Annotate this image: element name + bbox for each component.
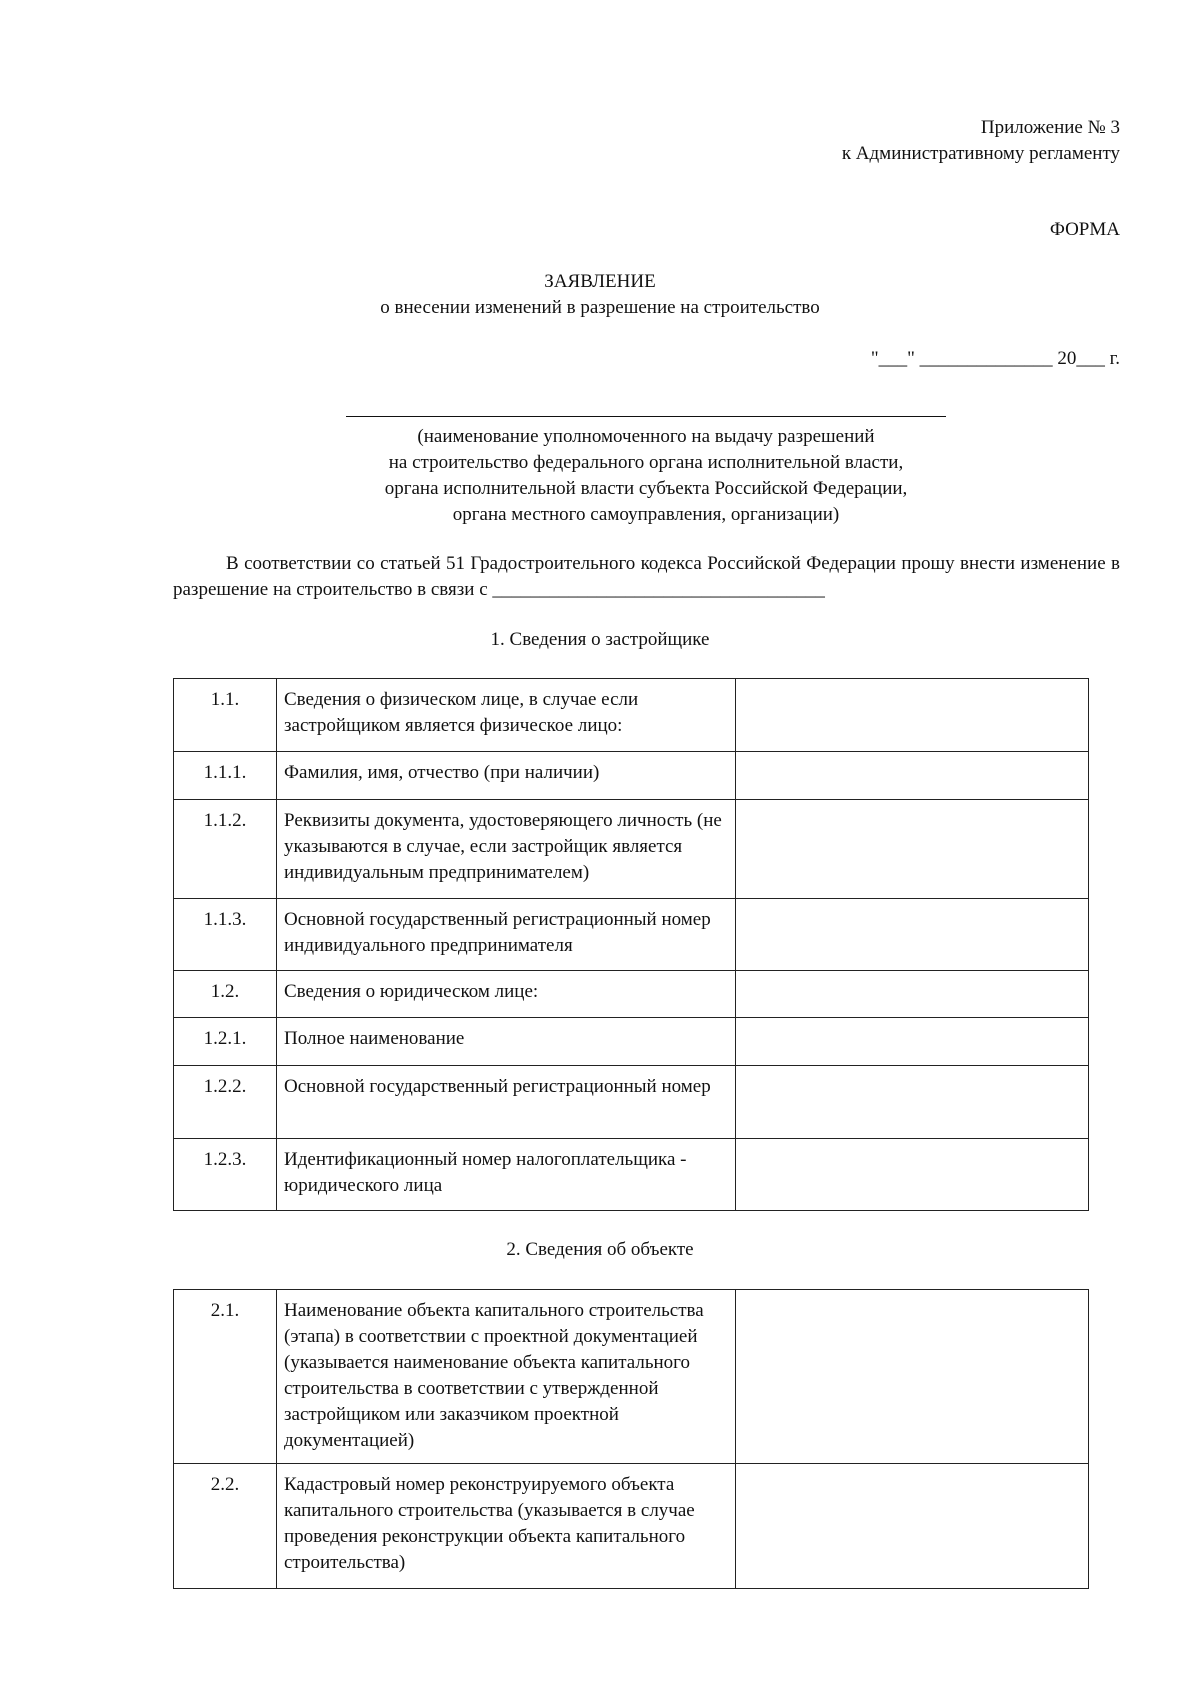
row-number: 1.1.3. xyxy=(174,899,277,971)
row-label: Полное наименование xyxy=(277,1018,736,1066)
authority-name-line[interactable] xyxy=(346,416,946,417)
table-row xyxy=(174,1290,1089,1464)
row-number: 2.1. xyxy=(174,1290,277,1464)
row-label: Наименование объекта капитального строительства (этапа) в соответствии с проектной документацией (указывается наименование объекта капитального строительства в соответствии с утвержденной застройщиком или заказчиком проектной документацией) xyxy=(277,1290,736,1464)
row-number: 1.2. xyxy=(174,971,277,1018)
row-label: Идентификационный номер налогоплательщика - юридического лица xyxy=(277,1139,736,1211)
authority-caption xyxy=(346,424,946,528)
row-label: Сведения о физическом лице, в случае если застройщиком является физическое лицо: xyxy=(277,679,736,752)
table-row xyxy=(174,899,1089,971)
table-row xyxy=(174,1018,1089,1066)
caption-line: (наименование уполномоченного на выдачу разрешений xyxy=(417,426,875,447)
row-number: 1.2.3. xyxy=(174,1139,277,1211)
row-value-cell[interactable] xyxy=(736,1464,1089,1589)
form-label: ФОРМА xyxy=(1049,219,1120,240)
row-label: Фамилия, имя, отчество (при наличии) xyxy=(277,752,736,800)
row-number: 1.2.1. xyxy=(174,1018,277,1066)
document-title: ЗАЯВЛЕНИЕ xyxy=(544,271,656,292)
table-row xyxy=(174,1139,1089,1211)
request-paragraph: В соответствии со статьей 51 Градостроительного кодекса Российской Федерации прошу внести изменение в разрешение на строительство в связи с ___________________________________ xyxy=(173,553,1120,600)
appendix-reference: к Административному регламенту xyxy=(841,143,1120,164)
row-label: Основной государственный регистрационный номер индивидуального предпринимателя xyxy=(277,899,736,971)
table-row xyxy=(174,679,1089,752)
row-label: Сведения о юридическом лице: xyxy=(277,971,736,1018)
date-field[interactable]: "___" ______________ 20___ г. xyxy=(870,348,1120,369)
appendix-number: Приложение № 3 xyxy=(980,117,1120,138)
row-value-cell[interactable] xyxy=(736,971,1089,1018)
row-value-cell[interactable] xyxy=(736,1139,1089,1211)
section-1-heading: 1. Сведения о застройщике xyxy=(490,629,710,650)
caption-line: на строительство федерального органа исполнительной власти, xyxy=(388,452,904,473)
row-label: Основной государственный регистрационный номер xyxy=(277,1066,736,1139)
document-subtitle: о внесении изменений в разрешение на строительство xyxy=(380,297,820,318)
section-2-heading: 2. Сведения об объекте xyxy=(506,1239,694,1260)
table-row xyxy=(174,971,1089,1018)
row-value-cell[interactable] xyxy=(736,1290,1089,1464)
row-value-cell[interactable] xyxy=(736,1066,1089,1139)
object-info-table xyxy=(173,1289,1089,1589)
row-number: 1.1.1. xyxy=(174,752,277,800)
row-value-cell[interactable] xyxy=(736,800,1089,899)
row-number: 1.1. xyxy=(174,679,277,752)
table-row xyxy=(174,1066,1089,1139)
row-value-cell[interactable] xyxy=(736,1018,1089,1066)
table-row xyxy=(174,752,1089,800)
row-label: Кадастровый номер реконструируемого объекта капитального строительства (указывается в случае проведения реконструкции объекта капитального строительства) xyxy=(277,1464,736,1589)
row-value-cell[interactable] xyxy=(736,679,1089,752)
row-number: 1.2.2. xyxy=(174,1066,277,1139)
row-label: Реквизиты документа, удостоверяющего личность (не указываются в случае, если застройщик является индивидуальным предпринимателем) xyxy=(277,800,736,899)
table-row xyxy=(174,800,1089,899)
caption-line: органа местного самоуправления, организации) xyxy=(452,504,840,525)
caption-line: органа исполнительной власти субъекта Российской Федерации, xyxy=(384,478,908,499)
row-number: 2.2. xyxy=(174,1464,277,1589)
row-value-cell[interactable] xyxy=(736,899,1089,971)
developer-info-table xyxy=(173,678,1089,1211)
table-row xyxy=(174,1464,1089,1589)
row-value-cell[interactable] xyxy=(736,752,1089,800)
row-number: 1.1.2. xyxy=(174,800,277,899)
